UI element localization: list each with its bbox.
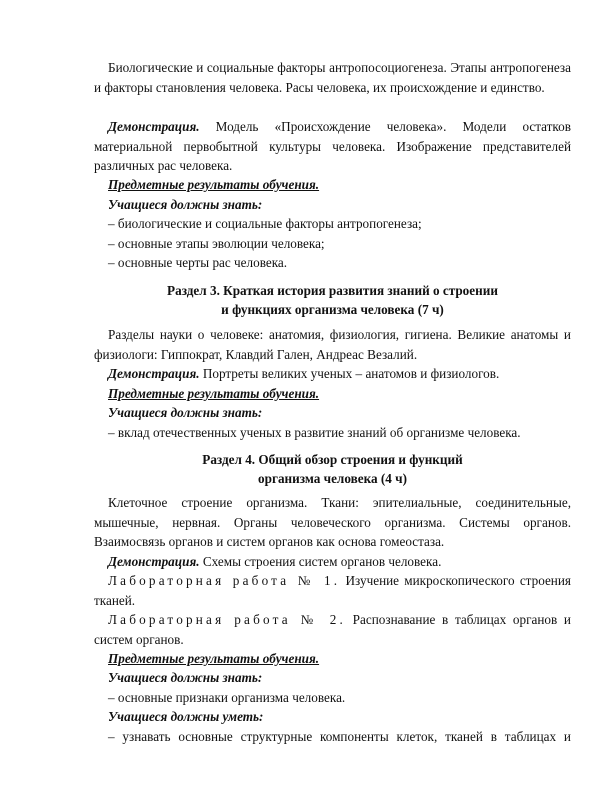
list-item: – основные этапы эволюции человека; (108, 236, 325, 251)
demonstration-text: Модель «Происхождение человека». Модели остатков материальной первобытной культуры человека. Изображение представителей различных рас человека. (94, 119, 571, 173)
demonstration-text: Схемы строения систем органов человека. (199, 554, 442, 569)
demonstration-label: Демонстрация. (108, 554, 200, 569)
students-should-know-heading: Учащиеся должны знать: (108, 197, 263, 212)
demonstration-text: Портреты великих ученых – анатомов и физиологов. (199, 366, 500, 381)
section-4-heading-line-1: Раздел 4. Общий обзор строения и функций (202, 452, 463, 467)
paragraph-demonstration-1 (94, 117, 571, 176)
demonstration-label: Демонстрация. (108, 119, 200, 134)
paragraph-demonstration-3 (108, 552, 571, 572)
section-3-heading-line-1: Раздел 3. Краткая история развития знаний о строении (167, 283, 498, 298)
students-should-know-heading: Учащиеся должны знать: (108, 405, 263, 420)
section-4-heading-line-2: организма человека (4 ч) (258, 471, 407, 486)
demonstration-label: Демонстрация. (108, 366, 200, 381)
paragraph-cell-structure: Клеточное строение организма. Ткани: эпителиальные, соединительные, мышечные, нервная. Органы человеческого организма. Системы органов. Взаимосвязь органов и систем органов как основа гомеостаза. (94, 495, 571, 549)
list-item: – биологические и социальные факторы антропогенеза; (108, 216, 422, 231)
paragraph-demonstration-2 (108, 364, 571, 384)
lab-work-text: Распознавание в таблицах органов и систем органов. (94, 612, 571, 647)
lab-work-label: Лабораторная работа № 2. (108, 612, 346, 627)
paragraph-anthropogenesis: Биологические и социальные факторы антропосоциогенеза. Этапы антропогенеза и факторы становления человека. Расы человека, их происхождение и единство. (94, 60, 571, 95)
list-item: – основные черты рас человека. (108, 255, 288, 270)
paragraph-science-branches: Разделы науки о человеке: анатомия, физиология, гигиена. Великие анатомы и физиологи: Гиппократ, Клавдий Гален, Андреас Везалий. (94, 327, 571, 362)
students-should-be-able-heading: Учащиеся должны уметь: (108, 709, 264, 724)
lab-work-label: Лабораторная работа № 1. (108, 573, 341, 588)
lab-work-text: Изучение микроскопического строения тканей. (94, 573, 571, 608)
list-item: – узнавать основные структурные компоненты клеток, тканей в таблицах и (108, 729, 571, 744)
section-3-heading-line-2: и функциях организма человека (7 ч) (221, 302, 444, 317)
students-should-know-heading: Учащиеся должны знать: (108, 670, 263, 685)
subject-results-heading: Предметные результаты обучения. (108, 651, 320, 666)
subject-results-heading: Предметные результаты обучения. (108, 177, 320, 192)
list-item: – основные признаки организма человека. (108, 690, 346, 705)
list-item: – вклад отечественных ученых в развитие знаний об организме человека. (108, 425, 521, 440)
lab-work-2 (94, 610, 571, 649)
lab-work-1 (94, 571, 571, 610)
subject-results-heading: Предметные результаты обучения. (108, 386, 320, 401)
